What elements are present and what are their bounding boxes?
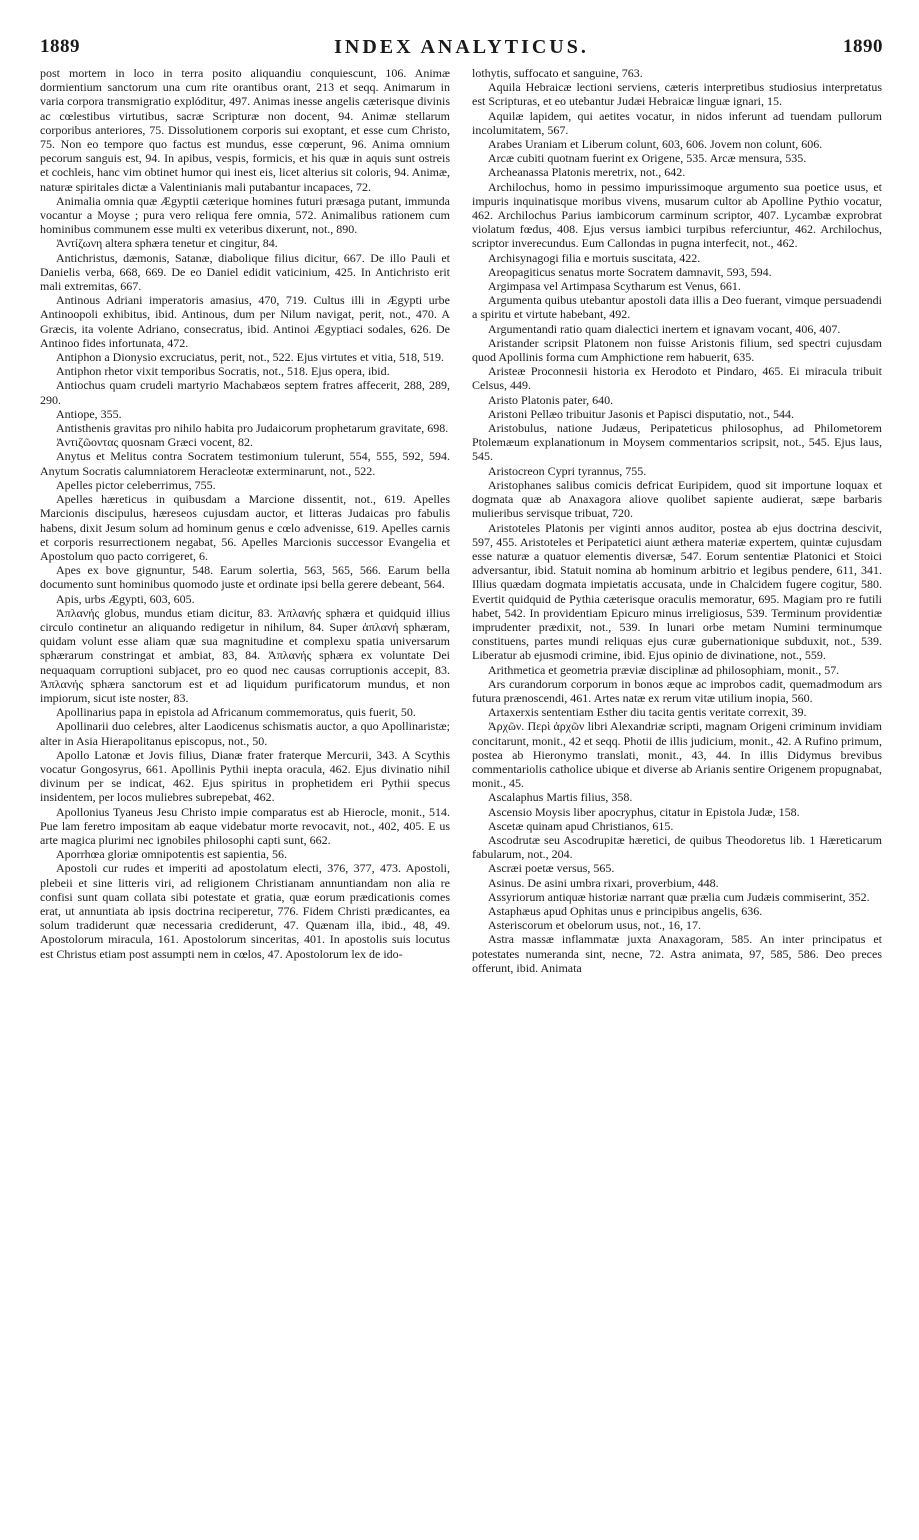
- index-entry: Antinous Adriani imperatoris amasius, 470, 719. Cultus illi in Ægypti urbe Antinoopoli exhibitus, ibid. Antinous, dum per Nilum navigat, perit, not., 470. A Græcis, ita volente Adriano, consecratus, ibid. Antinoi Ægyptiaci sodales, 626. De Antinoo fides infortunata, 472.: [40, 293, 450, 350]
- page-header: [40, 36, 883, 62]
- index-entry: Arithmetica et geometria præviæ disciplinæ ad philosophiam, monit., 57.: [488, 662, 840, 677]
- index-entry: Archeanassa Platonis meretrix, not., 642.: [488, 165, 686, 180]
- index-entry: Ascalaphus Martis filius, 358.: [488, 790, 633, 805]
- index-entry: Anytus et Melitus contra Socratem testimonium tulerunt, 554, 555, 592, 594. Anytum Socratis calumniatorem Heracleotæ exterminarunt, not., 522.: [40, 449, 450, 478]
- index-entry: Antichristus, dæmonis, Satanæ, diabolique filius dicitur, 667. De illo Pauli et Danielis verba, 668, 669. De eo Daniel edidit vaticinium, 425. In Antichristo erit mali extremitas, 667.: [40, 250, 450, 294]
- index-entry: Arabes Uraniam et Liberum colunt, 603, 606. Jovem non colunt, 606.: [488, 137, 823, 152]
- index-entry: Aristeæ Proconnesii historia ex Herodoto et Pindaro, 465. Ei miracula tribuit Celsus, 449.: [472, 364, 882, 393]
- index-entry: Astra massæ inflammatæ juxta Anaxagoram, 585. An inter principatus et potestates numeranda sint, necne, 72. Astra animata, 97, 585, 586. Deo preces offerunt, ibid. Animata: [472, 932, 882, 975]
- index-entry: Antiope, 355.: [56, 406, 122, 421]
- index-entry: Apollinarii duo celebres, alter Laodicenus schismatis auctor, a quo Apollinaristæ; alter in Asia Hierapolitanus episcopus, not., 50.: [40, 719, 450, 748]
- index-entry: Ἀπλανής globus, mundus etiam dicitur, 83. Ἀπλανής sphæra et quidquid illius circulo continetur an aliquando redigetur in nihilum, 84. Super ἀπλανή sphæram, quidam volunt esse aliam quæ sua magnitudine et complexu spatia universarum sphærarum constringat et ambiat, 83, 84. Ἀπλανής sphæra ex voluntate Dei nequaquam corruptioni subjacet, pro eo quod nec causas corruptionis accepit, 83. Ἀπλανής sphæra sanctorum est et ad liquidum purificatorum mundus, et non impiorum, sicut iste noster, 83.: [40, 605, 450, 705]
- index-entry: Antiochus quam crudeli martyrio Machabæos septem fratres affecerit, 288, 289, 290.: [40, 378, 450, 407]
- index-entry: Apes ex bove gignuntur, 548. Earum solertia, 563, 565, 566. Earum bella documento sunt hominibus quomodo juste et ordinate ipsi bella gerere debeant, 564.: [40, 563, 450, 592]
- index-entry: Aporrhœa gloriæ omnipotentis est sapientia, 56.: [56, 847, 287, 862]
- index-entry: Aristoteles Platonis per viginti annos auditor, postea ab ejus doctrina descivit, 597, 455. Aristoteles et Peripatetici aiunt æthera materiæ expertem, quintæ cujusdam esse naturæ a quatuor elementis diversæ, 547. Eorum sententiæ Platonici et Stoici adversantur, ibid. Statuit nomina ab hominum arbitrio et legibus pendere, 611, 341. Illius quædam dogmata impietatis accusata, unde in Chalcidem fugere cogitur, 580. Evertit quidquid de Pythia cæterisque oraculis memoratur, 695. Magiam pro re futili habet, 542. In providentiam Epicuro minus irreligiosus, 539. Terminum providentiæ imprudenter prædixit, not., 539. In lunari orbe metam Numini terminumque constituens, partes mundi reliquas ejus curæ gubernationique subduxit, not., 539. Liberatur ab ejusmodi crimine, ibid. Ejus opinio de divinatione, not., 559.: [472, 520, 882, 663]
- page-title: INDEX ANALYTICUS.: [334, 36, 589, 58]
- index-entry: Aquila Hebraicæ lectioni serviens, cæteris interpretibus studiosius interpretatus est Scripturas, et eo utebantur Judæi Hebraicæ linguæ ignari, 15.: [472, 80, 882, 109]
- index-columns: [40, 66, 883, 1534]
- index-entry: Aristophanes salibus comicis defricat Euripidem, quod sit importune loquax et dogmata quæ ab Anaxagora aliove quolibet sapiente audierat, sæpe barbaris mulieribus servisque tribuat, 720.: [472, 477, 882, 521]
- index-entry: Ascræi poetæ versus, 565.: [488, 861, 615, 876]
- index-entry: Aristo Platonis pater, 640.: [488, 392, 614, 407]
- index-entry: Aristoni Pellæo tribuitur Jasonis et Papisci disputatio, not., 544.: [488, 406, 794, 421]
- index-entry: Ἀντιζῶοντας quosnam Græci vocent, 82.: [56, 435, 253, 450]
- index-entry: Arcæ cubiti quotnam fuerint ex Origene, 535. Arcæ mensura, 535.: [488, 151, 807, 166]
- left-column: [40, 66, 450, 1534]
- page-number-right: 1890: [843, 36, 883, 57]
- index-entry: Apollonius Tyaneus Jesu Christo impie comparatus est ab Hierocle, monit., 514. Pue lam feretro impositam ab eaque videbatur morte revocavit, not., 402, 405. E us arte magica plurimi nec ignobiles philosophi capti sunt, 662.: [40, 804, 450, 847]
- index-entry: Apostoli cur rudes et imperiti ad apostolatum electi, 376, 377, 473. Apostoli, plebeii et sine litteris viri, ad religionem Christianam annuntiandam non alia re confisi sunt quam collata sibi potestate et gratia, quæ eorum prædicationis comes erat, ut annuntiata ab ipsis doctrina reciperetur, 776. Fidem Christi prædicantes, ea solum tradiderunt quæ necessaria crediderunt, 47. Quænam illa, ibid., 48, 49. Apostolorum miracula, 161. Apostolorum sinceritas, 401. In apostolis suis locutus est Christus etiam post assumpti nem in cœlos, 47. Apostolorum lex de ido-: [40, 861, 450, 961]
- index-entry: Areopagiticus senatus morte Socratem damnavit, 593, 594.: [488, 264, 772, 279]
- index-entry: Ascensio Moysis liber apocryphus, citatur in Epistola Judæ, 158.: [488, 804, 800, 819]
- index-entry: Artaxerxis sententiam Esther diu tacita gentis veritate correxit, 39.: [488, 705, 807, 720]
- index-entry: Apis, urbs Ægypti, 603, 605.: [56, 591, 195, 606]
- index-entry: Assyriorum antiquæ historiæ narrant quæ prælia cum Judæis commiserint, 352.: [488, 889, 870, 904]
- index-entry: Apelles pictor celeberrimus, 755.: [56, 477, 216, 492]
- index-entry: Asinus. De asini umbra rixari, proverbium, 448.: [488, 875, 719, 890]
- index-entry: Antiphon rhetor vixit temporibus Socratis, not., 518. Ejus opera, ibid.: [56, 364, 390, 379]
- index-entry: Apelles hæreticus in quibusdam a Marcione dissentit, not., 619. Apelles Marcionis discipulus, hæreseos cujusdam auctor, et litteras Judaicas pro fabulis habens, dixit Jesum solum ad hominum genus e cœlo advenisse, 619. Apelles carnis et corporis resurrectionem negabat, 56. Apelles Marcionis successor Evangelia et Apostolum quo pacto corrigeret, 6.: [40, 492, 450, 563]
- index-entry: Ascodrutæ seu Ascodrupitæ hæretici, de quibus Theodoretus lib. 1 Hæreticarum fabularum, not., 204.: [472, 832, 882, 862]
- index-entry: Animalia omnia quæ Ægyptii cæterique homines futuri præsaga putant, immunda vocantur a Moyse ; pura vero reliqua fere omnia, 572. Animalibus rationem cum hominibus communem esse multi ex veteribus dixerunt, not., 890.: [40, 193, 450, 237]
- index-entry: Aristander scripsit Platonem non fuisse Aristonis filium, sed spectri cujusdam quod Apollinis forma cum Amphictione rem habuerit, 635.: [472, 335, 882, 365]
- index-entry: Argumenta quibus utebantur apostoli data illis a Deo fuerant, vimque persuadendi a spiritu et virtute habebant, 492.: [472, 293, 882, 322]
- index-entry: Asteriscorum et obelorum usus, not., 16, 17.: [488, 918, 701, 933]
- right-column: [472, 66, 882, 1534]
- index-entry: Apollinarius papa in epistola ad Africanum commemoratus, quis fuerit, 50.: [56, 705, 416, 720]
- index-entry: Antiphon a Dionysio excruciatus, perit, not., 522. Ejus virtutes et vitia, 518, 519.: [56, 350, 444, 365]
- index-entry: Apollo Latonæ et Jovis filius, Dianæ frater fraterque Mercurii, 343. A Scythis vocatur Gongosyrus, 661. Apollinis Pythii inepta oracula, 462. Ejus divinatio nihil divinum per se indicat, 462. Ejus spiritus in prophetidem eri Pythii specus insidentem, per locos muliebres subrepebat, 462.: [40, 747, 450, 805]
- index-entry: post mortem in loco in terra posito aliquandiu conquiescunt, 106. Animæ dormientium sanctorum una cum rite orantibus orant, 213 et seqq. Animarum in varia corpora transmigratio explóditur, 497. Animas inesse angelis cæterisque divinis ac cœlestibus virtutibus, sacræ Scripturæ non docent, 94. Animæ stellarum corporibus anteriores, 75. Dissolutionem corporis sui exoptant, et esse cum Christo, 75. Non eo tempore quo factus est mundus, esse cœperunt, 96. Anima omnium pecorum sanguis est, 94. In apibus, vespis, formicis, et his quæ in aquis sunt ostreis et cochleis, hanc vim obtinet humor qui inest eis, licet alterius sit coloris, 94. Animæ, naturæ spiritales dictæ a Valentinianis mali putabantur incapaces, 72.: [40, 66, 450, 194]
- page-number-left: 1889: [40, 36, 80, 57]
- index-entry: Ascetæ quinam apud Christianos, 615.: [488, 818, 674, 833]
- index-entry: Aristocreon Cypri tyrannus, 755.: [488, 463, 647, 478]
- index-entry: Aristobulus, natione Judæus, Peripateticus philosophus, ad Philometorem Ptolemæum explanationum in Moysem commentarios scripsit, not., 545. Ejus laus, 545.: [472, 421, 882, 464]
- index-entry: Ἀρχῶν. Περὶ ἀρχῶν libri Alexandriæ scripti, magnam Origeni criminum invidiam concitarunt, monit., 42 et seqq. Photii de illis judicium, monit., 42. A Rufino primum, postea ab Hieronymo translati, monit., 43, 44. In illis Didymus brevibus commentariolis catholice ubique et diverse ab Arianis sentire Origenem propugnabat, monit., 45.: [472, 719, 882, 791]
- index-entry: Ars curandorum corporum in bonos æque ac improbos cadit, quemadmodum ars futura prænoscendi, 461. Artes natæ ex rerum vitæ utilium inopia, 560.: [472, 676, 882, 705]
- index-entry: Ἀντίζωνη altera sphæra tenetur et cingitur, 84.: [56, 236, 278, 251]
- index-entry: Argimpasa vel Artimpasa Scytharum est Venus, 661.: [488, 279, 741, 294]
- index-entry: Aquilæ lapidem, qui aetites vocatur, in nidos inferunt ad tuendam pullorum incolumitatem, 567.: [472, 108, 882, 137]
- index-entry: Archisynagogi filia e mortuis suscitata, 422.: [488, 250, 701, 265]
- index-entry: Argumentandi ratio quam dialectici inertem et ignavam vocant, 406, 407.: [488, 321, 841, 336]
- index-entry: Archilochus, homo in pessimo impurissimoque argumento sua poetice usus, et impuris inquinatisque moribus vivens, musarum cultor ab Apolline Pythio vocatur, 462. Archilochus Parius iambicorum carminum scriptor, 407. Lycambæ exprobrat violatum fœdus, 408. Ejus versus iambici turpibus referciuntur, 462. Archilochus, scriptor inverecundus. Eum Callondas in pugna interfecit, not., 462.: [472, 179, 882, 251]
- index-entry: Antisthenis gravitas pro nihilo habita pro Judaicorum prophetarum gravitate, 698.: [56, 421, 449, 436]
- index-entry: Astaphæus apud Ophitas unus e principibus angelis, 636.: [488, 903, 763, 918]
- index-entry: lothytis, suffocato et sanguine, 763.: [472, 66, 643, 80]
